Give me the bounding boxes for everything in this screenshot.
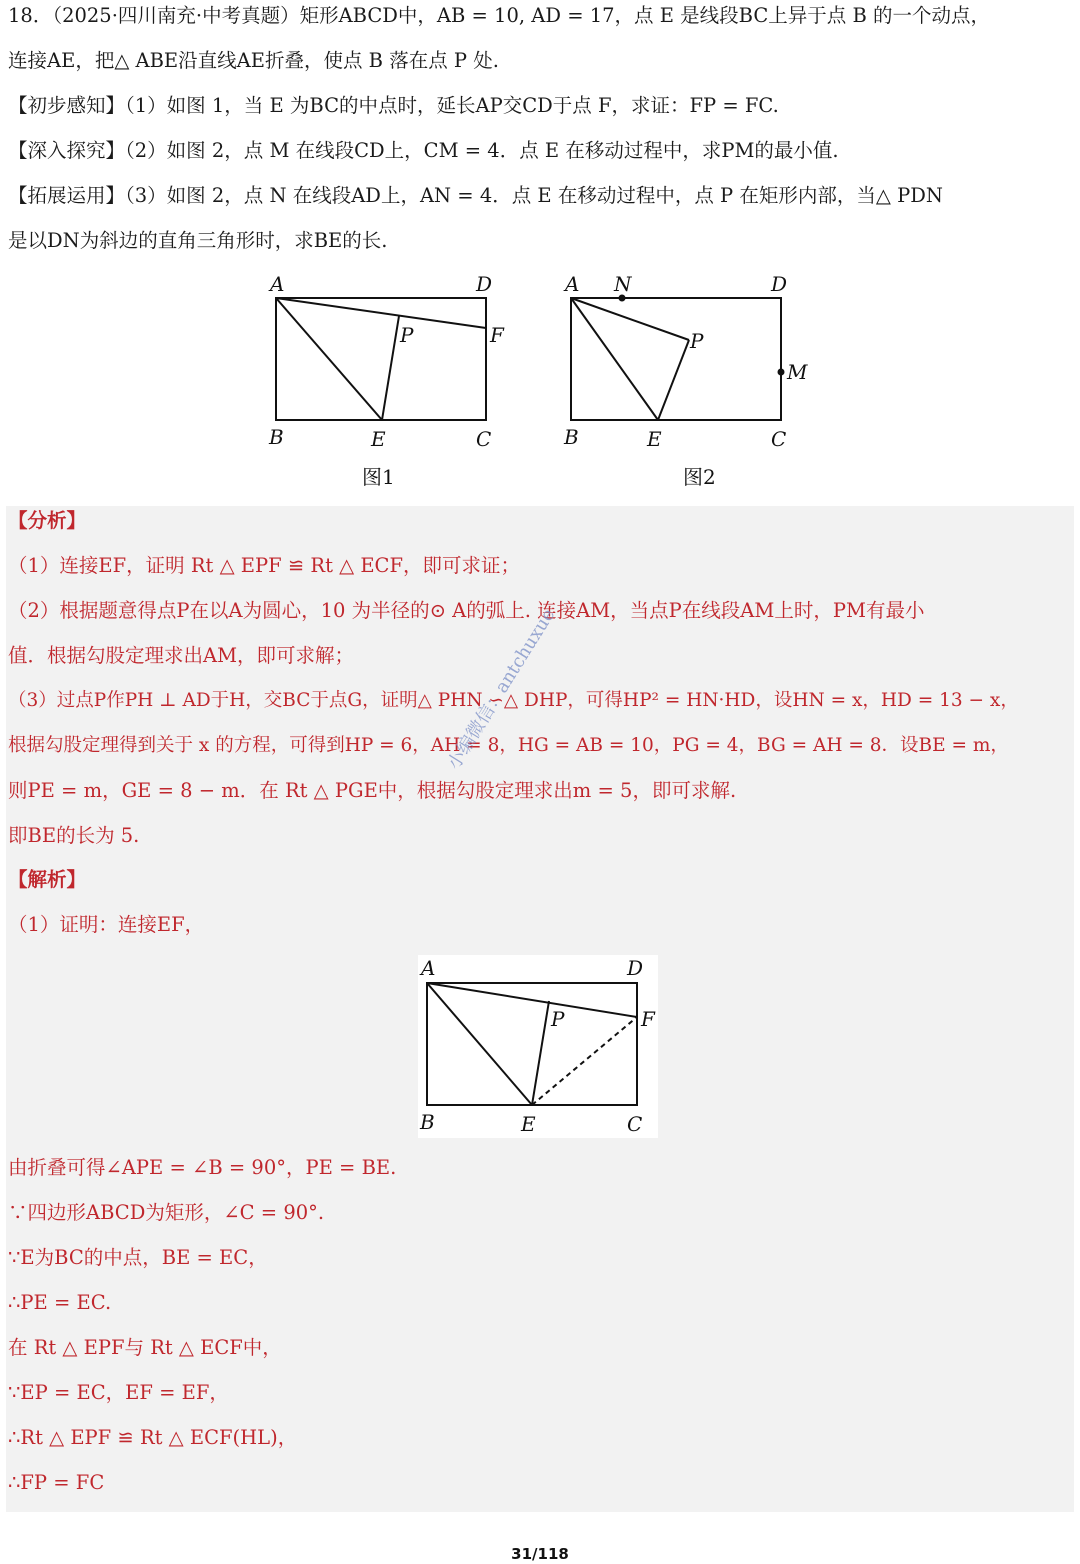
fig2-label-A: A — [565, 272, 580, 296]
fig2-label-N: N — [614, 272, 632, 296]
problem-part-3: 【拓展运用】（3）如图 2，点 N 在线段AD上，AN = 4．点 E 在移动过程中，点 P 在矩形内部，当△ PDN — [8, 184, 943, 207]
solution-step-6: ∵EP = EC，EF = EF， — [8, 1381, 229, 1404]
solution-title: 【解析】 — [8, 868, 87, 891]
fig2-label-C: C — [771, 427, 787, 451]
fig2-label-P: P — [690, 329, 704, 353]
fig1-label-A: A — [270, 272, 285, 296]
analysis-line-2: （2）根据题意得点P在以A为圆心，10 为半径的⊙ A的弧上. 连接AM，当点P在线段AM上时，PM有最小 — [8, 599, 925, 622]
watermark: 小编微信：antchuxue — [443, 605, 560, 774]
figure-1 — [276, 298, 486, 420]
fig1-label-D: D — [476, 272, 493, 296]
fig1-label-E: E — [371, 427, 386, 451]
fig1-caption: 图1 — [362, 465, 395, 489]
sol-label-C: C — [627, 1112, 643, 1136]
figure-2-segment-AE — [571, 298, 658, 420]
analysis-line-4: （3）过点P作PH ⊥ AD于H，交BC于点G，证明△ PHN ∽△ DHP，可得HP² = HN·HD，设HN = x，HD = 13 − x， — [8, 690, 1019, 711]
figure-1-segment-AE — [276, 298, 382, 420]
analysis-line-6: 则PE = m，GE = 8 − m．在 Rt △ PGE中，根据勾股定理求出m = 5，即可求解. — [8, 779, 737, 802]
solution-step-5: 在 Rt △ EPF与 Rt △ ECF中， — [8, 1336, 282, 1359]
fig2-label-M: M — [787, 360, 808, 384]
figure-2-segment-AP — [571, 298, 689, 340]
sol-label-F: F — [641, 1007, 655, 1031]
analysis-title: 【分析】 — [8, 509, 87, 532]
figure-2-point-M — [778, 369, 785, 376]
fig1-label-C: C — [476, 427, 492, 451]
solution-step-1: 由折叠可得∠APE = ∠B = 90°，PE = BE. — [8, 1156, 397, 1179]
fig2-label-D: D — [771, 272, 788, 296]
fig2-label-E: E — [647, 427, 662, 451]
sol-label-B: B — [420, 1110, 435, 1134]
solution-step-8: ∴FP = FC — [8, 1471, 105, 1494]
solution-line-1: （1）证明：连接EF， — [8, 913, 205, 936]
problem-line-6: 是以DN为斜边的直角三角形时，求BE的长. — [8, 229, 388, 252]
problem-part-1: 【初步感知】（1）如图 1，当 E 为BC的中点时，延长AP交CD于点 F，求证：FP = FC. — [8, 94, 779, 117]
solution-step-4: ∴PE = EC. — [8, 1291, 112, 1314]
analysis-line-7: 即BE的长为 5. — [8, 824, 140, 847]
solution-step-2: ∵四边形ABCD为矩形，∠C = 90°. — [8, 1201, 325, 1224]
solution-step-7: ∴Rt △ EPF ≌ Rt △ ECF(HL)， — [8, 1426, 298, 1449]
sol-label-P: P — [551, 1007, 565, 1031]
sol-label-E: E — [521, 1112, 536, 1136]
figure-1-segment-EP — [382, 316, 399, 420]
figure-1-segment-AF — [276, 298, 486, 328]
fig2-label-B: B — [564, 425, 579, 449]
fig1-label-P: P — [400, 323, 414, 347]
problem-part-2: 【深入探究】（2）如图 2，点 M 在线段CD上，CM = 4．点 E 在移动过程中，求PM的最小值. — [8, 139, 839, 162]
problem-figures — [0, 262, 1080, 498]
fig1-label-F: F — [490, 323, 504, 347]
sol-label-A: A — [421, 956, 436, 980]
analysis-line-5: 根据勾股定理得到关于 x 的方程，可得到HP = 6，AH = 8，HG = AB = 10，PG = 4，BG = AH = 8．设BE = m， — [8, 735, 1009, 756]
figure-2 — [571, 298, 781, 420]
page-number: 31/118 — [511, 1545, 569, 1563]
solution-figure — [418, 955, 658, 1138]
analysis-line-3: 值．根据勾股定理求出AM，即可求解； — [8, 644, 355, 667]
problem-line-1: 18．（2025·四川南充·中考真题）矩形ABCD中，AB = 10, AD = 17，点 E 是线段BC上异于点 B 的一个动点， — [8, 4, 991, 27]
sol-label-D: D — [627, 956, 644, 980]
problem-line-2: 连接AE，把△ ABE沿直线AE折叠，使点 B 落在点 P 处. — [8, 49, 499, 72]
figure-2-rectangle — [571, 298, 781, 420]
fig1-label-B: B — [269, 425, 284, 449]
figure-1-rectangle — [276, 298, 486, 420]
figure-2-segment-EP — [658, 340, 689, 420]
solution-step-3: ∵E为BC的中点，BE = EC， — [8, 1246, 268, 1269]
analysis-line-1: （1）连接EF，证明 Rt △ EPF ≌ Rt △ ECF，即可求证； — [8, 554, 520, 577]
fig2-caption: 图2 — [683, 465, 716, 489]
